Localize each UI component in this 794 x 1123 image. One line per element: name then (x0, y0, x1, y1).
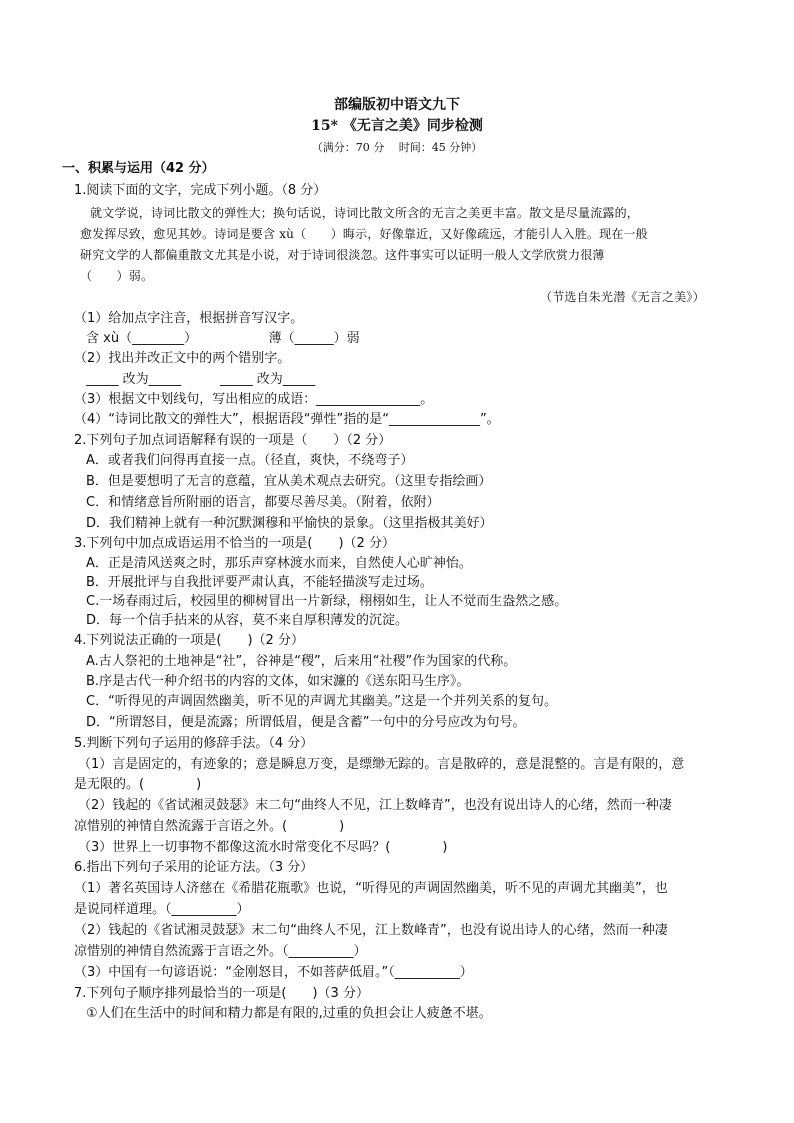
q6-item2-cont: 凉惜别的神情自然流露于言语之外。（__________） (74, 944, 367, 959)
q3-stem: 3.下列句中加点成语运用不恰当的一项是( )（2 分） (74, 536, 395, 551)
q4-option-a: A.古人祭祀的土地神是“社”，谷神是“稷”，后来用“社稷”作为国家的代称。 (86, 654, 517, 669)
q2-stem: 2.下列句子加点词语解释有误的一项是（ ）（2 分） (74, 433, 392, 448)
q5-item1: （1）言是固定的，有迹象的；意是瞬息万变，是缥缈无踪的。言是散碎的，意是混整的。言是有限的，意 (78, 757, 685, 772)
q1-sub4: （4）“诗词比散文的弹性大”，根据语段“弹性”指的是“______________”。 (74, 412, 500, 427)
q1-sub1: （1）给加点字注音，根据拼音写汉字。 (74, 311, 304, 326)
q1-sub3: （3）根据文中划线句，写出相应的成语：________________。 (74, 392, 434, 407)
q6-item1-cont: 是说同样道理。（__________） (74, 902, 250, 917)
q4-option-c: C．“听得见的声调固然幽美，听不见的声调尤其幽美。”这是一个并列关系的复句。 (86, 694, 558, 709)
q5-item2: （2）钱起的《省试湘灵鼓瑟》末二句“曲终人不见，江上数峰青”，也没有说出诗人的心绪，然而一种凄 (78, 798, 672, 813)
q5-item2-cont: 凉惜别的神情自然流露于言语之外。( ) (74, 819, 345, 834)
passage-source: （节选自朱光潜《无言之美》） (540, 290, 705, 304)
q5-item3: （3）世界上一切事物不都像这流水时常变化不尽吗？( ) (78, 840, 448, 855)
exam-meta: （满分：70 分 时间：45 分钟） (311, 141, 483, 154)
page-subtitle: 15* 《无言之美》同步检测 (311, 118, 483, 134)
q5-item1-cont: 是无限的。( ) (74, 777, 202, 792)
passage-line: 愈发挥尽致，愈见其妙。诗词是要含 xù（ ）晦示，好像靠近，又好像疏远，才能引人入胜。现在一般 (80, 227, 648, 241)
q3-option-d: D．每一个信手拈来的从容，莫不来自厚积薄发的沉淀。 (86, 613, 409, 628)
q2-option-d: D．我们精神上就有一种沉默渊穆和平愉快的景象。（这里指极其美好） (86, 516, 493, 531)
q5-stem: 5.判断下列句子运用的修辞手法。（4 分） (74, 736, 314, 751)
passage-line: 研究文学的人都偏重散文尤其是小说，对于诗词很淡忽。这件事实可以证明一般人文学欣赏力很薄 (80, 248, 605, 262)
q1-sub1-answer-line: 含 xù（________） 薄（______）弱 (86, 331, 360, 346)
section-heading: 一、积累与运用（42 分） (62, 161, 215, 176)
page-title: 部编版初中语文九下 (334, 97, 460, 113)
q7-stem: 7.下列句子顺序排列最恰当的一项是( )（3 分） (74, 986, 369, 1001)
q1-sub2-answer-line: _____ 改为_____ _____ 改为_____ (86, 372, 316, 387)
q3-option-c: C.一场春雨过后，校园里的柳树冒出一片新绿，栩栩如生，让人不觉而生盎然之感。 (86, 594, 568, 609)
q2-option-a: A．或者我们问得再直接一点。（径直，爽快，不绕弯子） (86, 453, 414, 468)
q2-option-b: B．但是要想明了无言的意蕴，宜从美术观点去研究。（这里专指绘画） (86, 474, 492, 489)
q6-item3: （3）中国有一句谚语说：“金刚怒目，不如菩萨低眉。”（__________） (74, 965, 473, 980)
passage-line: （ ）弱。 (80, 269, 154, 283)
q3-option-b: B．开展批评与自我批评要严肃认真，不能轻描淡写走过场。 (86, 575, 433, 590)
q6-item2: （2）钱起的《省试湘灵鼓瑟》末二句“曲终人不见，江上数峰青”，也没有说出诗人的心绪，然而一种凄 (74, 923, 668, 938)
q2-option-c: C．和情绪意旨所附丽的语言，都要尽善尽美。（附着，依附） (86, 495, 440, 510)
q6-stem: 6.指出下列句子采用的论证方法。（3 分） (74, 860, 314, 875)
q1-stem: 1.阅读下面的文字，完成下列小题。（8 分） (74, 183, 327, 198)
q3-option-a: A．正是清风送爽之时，那乐声穿林渡水而来，自然使人心旷神怡。 (86, 556, 472, 571)
q4-stem: 4.下列说法正确的一项是( )（2 分） (74, 633, 304, 648)
passage-line: 就文学说，诗词比散文的弹性大；换句话说，诗词比散文所含的无言之美更丰富。散文是尽量流露的， (90, 206, 640, 220)
q6-item1: （1）著名英国诗人济慈在《希腊花瓶歌》也说，“听得见的声调固然幽美，听不见的声调尤其幽美”，也 (74, 881, 668, 896)
q4-option-d: D．“所谓怒目，便是流露；所谓低眉，便是含蓄”一句中的分号应改为句号。 (86, 715, 526, 730)
q1-sub2: （2）找出并改正文中的两个错别字。 (74, 351, 291, 366)
q4-option-b: B.序是古代一种介绍书的内容的文体，如宋濂的《送东阳马生序》。 (86, 674, 470, 689)
q7-item1: ①人们在生活中的时间和精力都是有限的,过重的负担会让人疲惫不堪。 (86, 1006, 492, 1021)
